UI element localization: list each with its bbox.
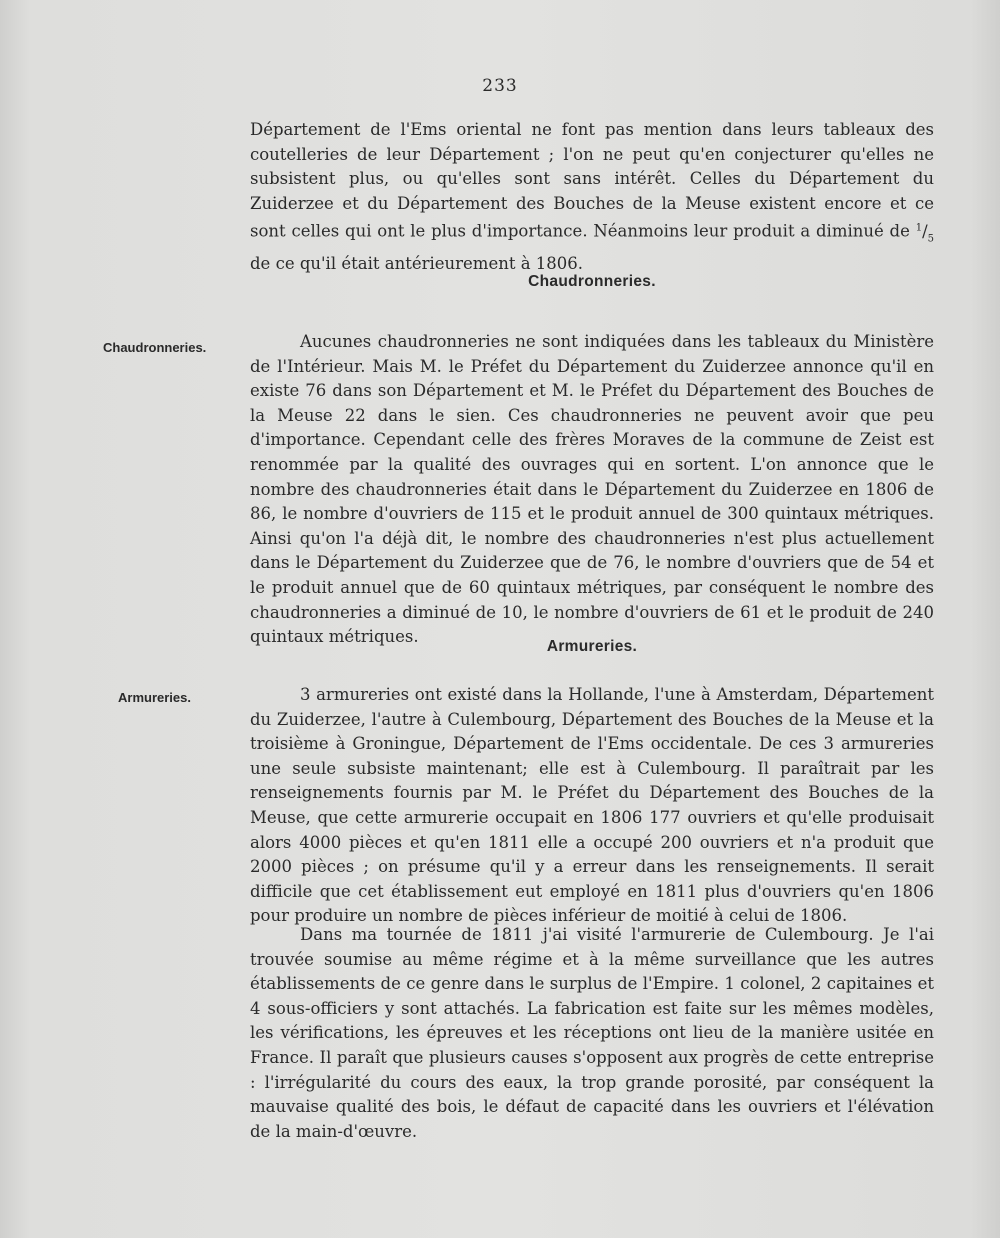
armureries-paragraph-1: 3 armureries ont existé dans la Hollande, l'une à Amsterdam, Département du Zuiderzee, l'autre à Culembourg, Département des Bouches de la Meuse et la troisième à Groningue, Département de l'Ems occidentale. De ces 3 armureries une seule subsiste maintenant; elle est à Culembourg. Il paraîtrait par les renseignements fournis par M. le Préfet du Département des Bouches de la Meuse, que cette armurerie occupait en 1806 177 ouvriers et qu'elle produisait alors 4000 pièces et qu'en 1811 elle a occupé 200 ouvriers et n'a produit que 2000 pièces ; on présume qu'il y a erreur dans les renseignements. Il serait difficile que cet établissement eut employé en 1811 plus d'ouvriers qu'en 1806 pour produire un nombre de pièces inférieur de moitié à celui de 1806. — [250, 685, 934, 926]
margin-label-chaudronneries: Chaudronneries. — [103, 340, 207, 355]
intro-text: Département de l'Ems oriental ne font pas mention dans leurs tableaux des coutelleries de leur Département ; l'on ne peut qu'en conjecturer qu'elles ne subsistent plus, ou qu'elles sont sans intérêt. Celles du Département du Zuiderzee et du Département des Bouches de la Meuse existent encore et ce sont celles qui ont le plus d'importance. Néanmoins leur produit a diminué de — [250, 120, 934, 241]
fraction-numerator: 1 — [915, 222, 923, 234]
chaudronneries-paragraph: Aucunes chaudronneries ne sont indiquées dans les tableaux du Ministère de l'Intérieur. Mais M. le Préfet du Département du Zuiderzee annonce qu'il en existe 76 dans son Département et M. le Préfet du Département des Bouches de la Meuse 22 dans le sien. Ces chaudronneries ne peuvent avoir que peu d'importance. Cependant celle des frères Moraves de la commune de Zeist est renommée par la qualité des ouvrages qui en sortent. L'on annonce que le nombre des chaudronneries était dans le Département du Zuiderzee en 1806 de 86, le nombre d'ouvriers de 115 et le produit annuel de 300 quintaux métriques. Ainsi qu'on l'a déjà dit, le nombre des chaudronneries n'est plus actuellement dans le Département du Zuiderzee que de 76, le nombre d'ouvriers que de 54 et le produit annuel que de 60 quintaux métriques, par conséquent le nombre des chaudronneries a diminué de 10, le nombre d'ouvriers de 61 et le produit de 240 quintaux métriques. — [250, 332, 934, 647]
intro-text-end: de ce qu'il était antérieurement à 1806. — [250, 253, 584, 273]
page-number: 233 — [482, 76, 518, 96]
margin-label-armureries: Armureries. — [118, 690, 191, 705]
armureries-paragraph-2: Dans ma tournée de 1811 j'ai visité l'armurerie de Culembourg. Je l'ai trouvée soumise au même régime et à la même surveillance que les autres établissements de ce genre dans le surplus de l'Empire. 1 colonel, 2 capitaines et 4 sous-officiers y sont attachés. La fabrication est faite sur les mêmes modèles, les vérifications, les épreuves et les réceptions ont lieu de la manière usitée en France. Il paraît que plusieurs causes s'opposent aux progrès de cette entreprise : l'irrégularité du cours des eaux, la trop grande porosité, par conséquent la mauvaise qualité des bois, le défaut de capacité dans les ouvriers et l'élévation de la main-d'œuvre. — [250, 925, 934, 1141]
fraction-denominator: 5 — [927, 233, 934, 245]
section-heading-chaudronneries: Chaudronneries. — [528, 273, 656, 290]
fraction: $^1/_5$ — [915, 221, 934, 245]
section-heading-armureries: Armureries. — [546, 638, 638, 655]
intro-paragraph — [250, 118, 934, 276]
